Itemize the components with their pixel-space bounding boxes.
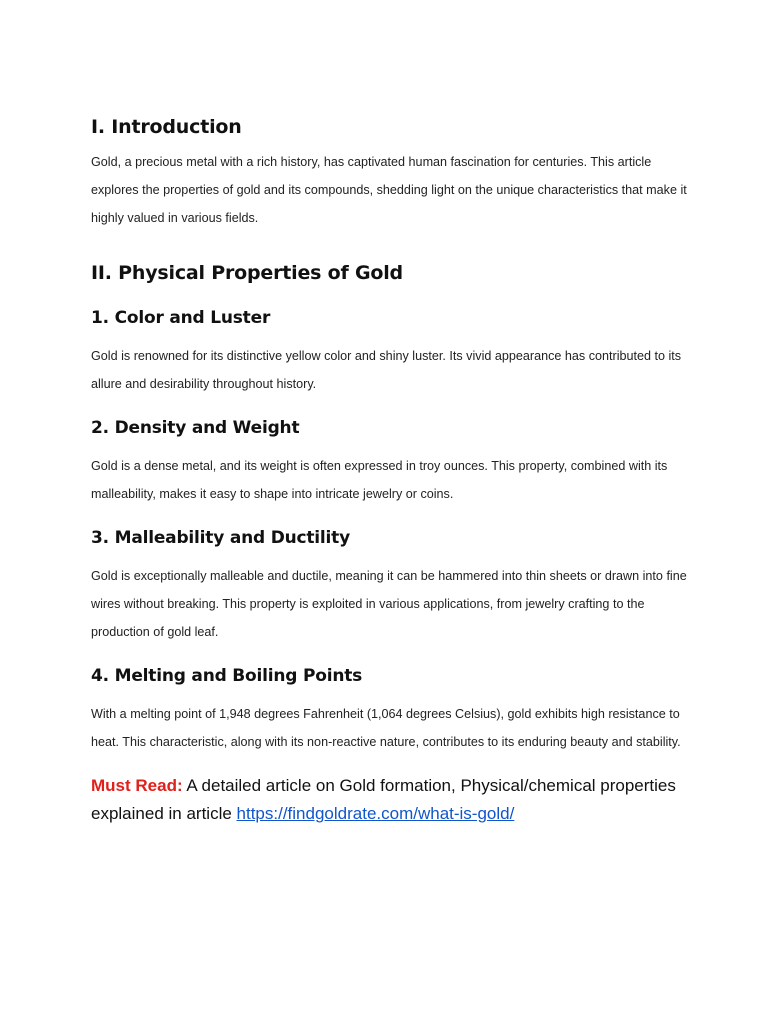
must-read-callout [91,772,691,828]
density-weight-paragraph: Gold is a dense metal, and its weight is often expressed in troy ounces. This property, combined with its malleability, makes it easy to shape into intricate jewelry or coins. [91,459,668,501]
subsection-heading-malleability-ductility: 3. Malleability and Ductility [91,528,350,548]
subsection-heading-color-luster: 1. Color and Luster [91,308,271,328]
document-content [91,112,691,828]
must-read-text: A detailed article on Gold formation, Physical/chemical properties explained in article [91,776,676,823]
must-read-link[interactable]: https://findgoldrate.com/what-is-gold/ [236,804,515,823]
section-heading-physical-properties: II. Physical Properties of Gold [91,262,403,284]
section-heading-introduction: I. Introduction [91,116,242,138]
melting-boiling-paragraph: With a melting point of 1,948 degrees Fahrenheit (1,064 degrees Celsius), gold exhibits high resistance to heat. This characteristic, along with its non-reactive nature, contributes to its enduring beauty and stability. [91,707,681,749]
must-read-label: Must Read: [91,776,183,795]
introduction-paragraph: Gold, a precious metal with a rich history, has captivated human fascination for centuries. This article explores the properties of gold and its compounds, shedding light on the unique characteristics that make it highly valued in various fields. [91,155,687,225]
subsection-heading-density-weight: 2. Density and Weight [91,418,300,438]
color-luster-paragraph: Gold is renowned for its distinctive yellow color and shiny luster. Its vivid appearance has contributed to its allure and desirability throughout history. [91,349,682,391]
malleability-ductility-paragraph: Gold is exceptionally malleable and ductile, meaning it can be hammered into thin sheets or drawn into fine wires without breaking. This property is exploited in various applications, from jewelry crafting to the production of gold leaf. [91,569,687,639]
subsection-heading-melting-boiling: 4. Melting and Boiling Points [91,666,363,686]
